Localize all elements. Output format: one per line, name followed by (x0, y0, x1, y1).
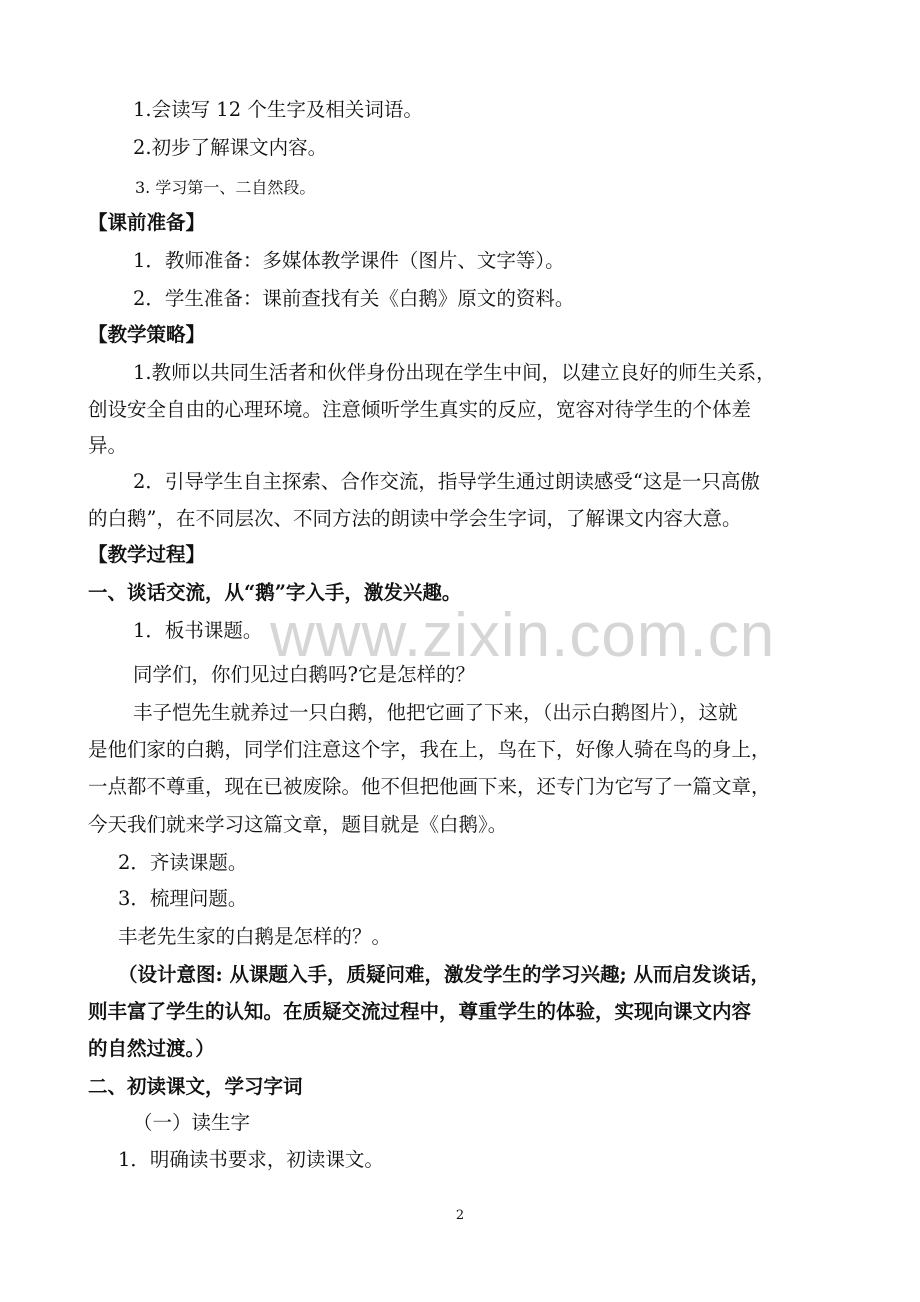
design-intent-line-2: 则丰富了学生的认知。在质疑交流过程中，尊重学生的体验，实现向课文内容 (88, 1000, 752, 1023)
process-step-2-heading: 二、初读课文，学习字词 (88, 1075, 303, 1098)
strategy-paragraph-1-line-2: 创设安全自由的心理环境。注意倾听学生真实的反应，宽容对待学生的个体差 (88, 398, 752, 421)
process-item-2: 2．齐读课题。 (118, 851, 248, 874)
story-line-1: 丰子恺先生就养过一只白鹅，他把它画了下来，（出示白鹅图片），这就 (133, 701, 738, 724)
story-line-3: 一点都不尊重，现在已被废除。他不但把他画下来，还专门为它写了一篇文章， (88, 775, 771, 798)
section-heading-process: 【教学过程】 (88, 543, 206, 566)
strategy-paragraph-1-line-1: 1.教师以共同生活者和伙伴身份出现在学生中间，以建立良好的师生关系， (133, 361, 776, 384)
strategy-paragraph-2-line-1: 2．引导学生自主探索、合作交流，指导学生通过朗读感受“这是一只高傲 (133, 470, 760, 493)
subsection-item-1: 1．明确读书要求，初读课文。 (118, 1148, 384, 1171)
section-heading-strategy: 【教学策略】 (88, 323, 206, 346)
preparation-line-2: 2．学生准备：课前查找有关《白鹅》原文的资料。 (133, 287, 575, 310)
subsection-read-characters: （一）读生字 (133, 1111, 251, 1134)
process-question: 同学们，你们见过白鹅吗?它是怎样的？ (133, 663, 475, 686)
section-heading-preparation: 【课前准备】 (88, 211, 206, 234)
strategy-paragraph-1-line-3: 异。 (88, 434, 128, 457)
page-number: 2 (455, 1208, 465, 1223)
design-intent-line-3: 的自然过渡。） (88, 1037, 215, 1060)
story-line-4: 今天我们就来学习这篇文章，题目就是《白鹅》。 (88, 813, 508, 836)
objective-line-2: 2.初步了解课文内容。 (133, 136, 328, 159)
objective-line-3: 3. 学习第一、二自然段。 (135, 178, 316, 197)
watermark: www.zixin.com.cn (270, 601, 776, 670)
process-question-2: 丰老先生家的白鹅是怎样的？。 (118, 925, 392, 948)
process-step-1-heading: 一、谈话交流，从“鹅”字入手，激发兴趣。 (88, 581, 462, 604)
design-intent-line-1: （设计意图: 从课题入手，质疑问难，激发学生的学习兴趣; 从而启发谈话， (118, 963, 770, 986)
preparation-line-1: 1．教师准备：多媒体教学课件（图片、文字等）。 (133, 249, 565, 272)
process-item-3: 3．梳理问题。 (118, 887, 248, 910)
story-line-2: 是他们家的白鹅，同学们注意这个字，我在上，鸟在下，好像人骑在鸟的身上， (88, 738, 771, 761)
strategy-paragraph-2-line-2: 的白鹅”，在不同层次、不同方法的朗读中学会生字词，了解课文内容大意。 (88, 507, 742, 530)
objective-line-1: 1.会读写 12 个生字及相关词语。 (133, 98, 423, 121)
process-item-1: 1．板书课题。 (133, 619, 263, 642)
